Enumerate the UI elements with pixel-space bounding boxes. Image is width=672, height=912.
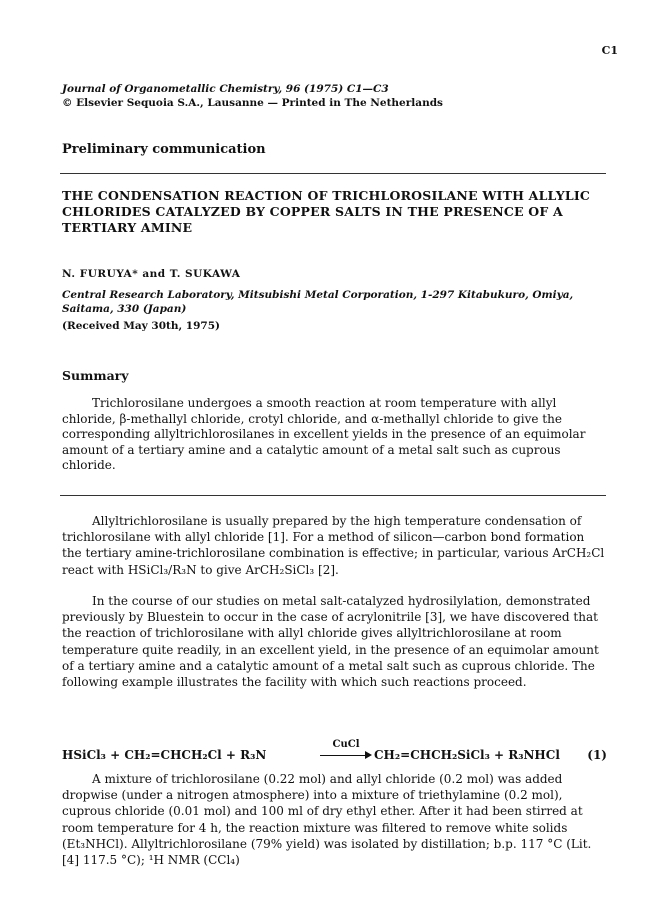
divider [60,495,606,496]
publisher-line: © Elsevier Sequoia S.A., Lausanne — Printed in The Netherlands [62,97,443,109]
journal-header [62,82,443,110]
equation-number: (1) [587,748,607,762]
affiliation: Central Research Laboratory, Mitsubishi Metal Corporation, 1-297 Kitabukuro, Omiya, Saitama, 330 (Japan) [62,289,574,315]
summary-heading: Summary [62,368,129,383]
body-paragraph: A mixture of trichlorosilane (0.22 mol) and allyl chloride (0.2 mol) was added dropwise (under a nitrogen atmosphere) into a mixture of triethylamine (0.2 mol), cuprous chloride (0.01 mol) and 100 ml of dry ethyl ether. After it had been stirred at room temperature for 4 h, the reaction mixture was filtered to remove white solids (Et₃NHCl). Allyltrichlorosilane (79% yield) was isolated by distillation; b.p. 117 °C (Lit. [4] 117.5 °C); ¹H NMR (CCl₄) [62,772,592,868]
equation-reactants: HSiCl₃ + CH₂=CHCH₂Cl + R₃N [62,748,267,762]
section-label: Preliminary communication [62,142,266,157]
reaction-arrow [320,740,372,760]
equation-catalyst: CuCl [332,739,360,750]
body-paragraph: Allyltrichlorosilane is usually prepared by the high temperature condensation of trichlorosilane with allyl chloride [1]. For a method of silicon—carbon bond formation the tertiary amine-trichlorosilane combination is effective; in particular, various ArCH₂Cl react with HSiCl₃/R₃N to give ArCH₂SiCl₃ [2]. [62,514,605,577]
arrow-icon [320,750,372,760]
summary-text: Trichlorosilane undergoes a smooth reaction at room temperature with allyl chloride, β-methallyl chloride, crotyl chloride, and α-methallyl chloride to give the corresponding allyltrichlorosilanes in excellent yields in the presence of an equimolar amount of a tertiary amine and a catalytic amount of a metal salt such as cuprous chloride. [62,396,586,473]
article-title: THE CONDENSATION REACTION OF TRICHLOROSILANE WITH ALLYLIC CHLORIDES CATALYZED BY COPPER SALTS IN THE PRESENCE OF A TERTIARY AMINE [62,188,591,235]
journal-citation: Journal of Organometallic Chemistry, 96 (1975) C1—C3 [62,83,389,95]
page-number: C1 [601,44,618,57]
equation-products: CH₂=CHCH₂SiCl₃ + R₃NHCl [374,748,560,762]
body-paragraph: In the course of our studies on metal salt-catalyzed hydrosilylation, demonstrated previously by Bluestein to occur in the case of acrylonitrile [3], we have discovered that the reaction of trichlorosilane with allyl chloride gives allyltrichlorosilane at room temperature quite readily, in an excellent yield, in the presence of an equimolar amount of a tertiary amine and a catalytic amount of a metal salt such as cuprous chloride. The following example illustrates the facility with which such reactions proceed. [62,594,599,690]
divider [60,173,606,174]
authors: N. FURUYA* and T. SUKAWA [62,268,241,280]
received-date: (Received May 30th, 1975) [62,320,220,332]
